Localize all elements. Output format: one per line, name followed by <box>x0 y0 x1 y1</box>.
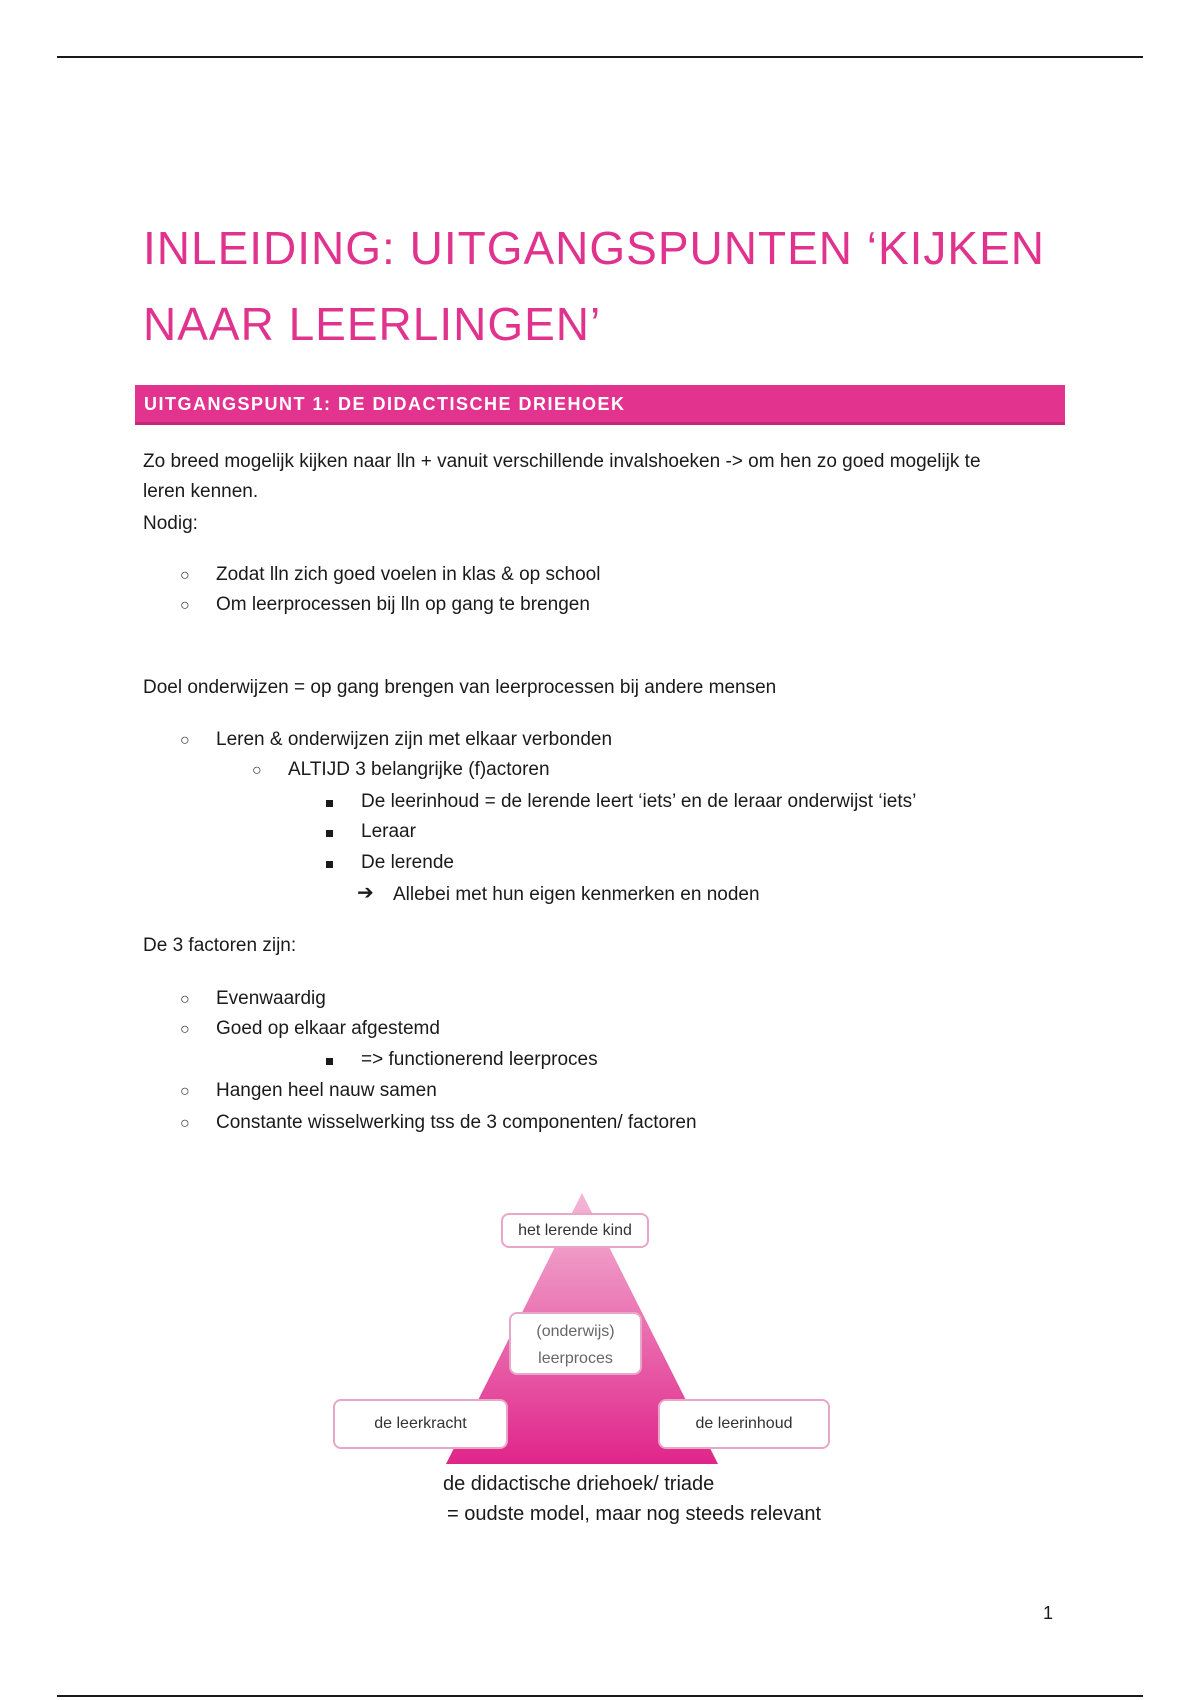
center-node-box <box>509 1312 642 1375</box>
list-item: Hangen heel nauw samen <box>216 1080 437 1101</box>
intro-line-2: leren kennen. <box>143 481 259 502</box>
bullet-circle: ○ <box>180 1115 190 1132</box>
list-item: Leraar <box>361 821 416 842</box>
bullet-circle: ○ <box>180 567 190 584</box>
list-item: ALTIJD 3 belangrijke (f)actoren <box>288 759 550 780</box>
arrow-right-icon: ➔ <box>357 882 374 904</box>
bullet-circle: ○ <box>180 991 190 1008</box>
list-item: De lerende <box>361 852 454 873</box>
list-item: Zodat lln zich goed voelen in klas & op school <box>216 564 601 585</box>
intro-line-1: Zo breed mogelijk kijken naar lln + vanuit verschillende invalshoeken -> om hen zo goed mogelijk te <box>143 451 981 472</box>
bullet-circle: ○ <box>180 597 190 614</box>
bullet-circle: ○ <box>180 732 190 749</box>
footer-rule <box>57 1695 1143 1697</box>
list-item: Om leerprocessen bij lln op gang te brengen <box>216 594 590 615</box>
right-node-box <box>658 1399 830 1449</box>
top-node-box <box>501 1213 649 1248</box>
page-title-line-1: INLEIDING: UITGANGSPUNTEN ‘KIJKEN <box>143 222 1046 274</box>
doel-text: Doel onderwijzen = op gang brengen van leerprocessen bij andere mensen <box>143 677 777 698</box>
left-node-box <box>333 1399 508 1449</box>
diagram-caption-line-2: = oudste model, maar nog steeds relevant <box>447 1503 822 1525</box>
bullet-square <box>326 800 333 807</box>
list-item: => functionerend leerproces <box>361 1049 598 1070</box>
right-node-label: de leerinhoud <box>695 1415 793 1432</box>
arrow-text: Allebei met hun eigen kenmerken en noden <box>393 884 760 905</box>
center-node-line-2: leerproces <box>538 1350 613 1367</box>
top-node-label: het lerende kind <box>518 1222 632 1239</box>
left-node-label: de leerkracht <box>374 1415 467 1432</box>
list-item: Evenwaardig <box>216 988 326 1009</box>
bullet-circle: ○ <box>252 762 262 779</box>
list-item: Goed op elkaar afgestemd <box>216 1018 440 1039</box>
bullet-square <box>326 861 333 868</box>
list-item: Leren & onderwijzen zijn met elkaar verbonden <box>216 729 613 750</box>
bullet-circle: ○ <box>180 1083 190 1100</box>
center-node-line-1: (onderwijs) <box>536 1323 615 1340</box>
bullet-square <box>326 830 333 837</box>
factoren-intro: De 3 factoren zijn: <box>143 935 297 956</box>
page-title-line-2: NAAR LEERLINGEN’ <box>143 298 602 350</box>
nodig-label: Nodig: <box>143 513 198 534</box>
list-item: Constante wisselwerking tss de 3 componenten/ factoren <box>216 1112 697 1133</box>
list-item: De leerinhoud = de lerende leert ‘iets’ en de leraar onderwijst ‘iets’ <box>361 791 917 812</box>
diagram-caption-line-1: de didactische driehoek/ triade <box>443 1473 715 1495</box>
bullet-square <box>326 1058 333 1065</box>
page-number: 1 <box>1043 1603 1054 1623</box>
bullet-circle: ○ <box>180 1021 190 1038</box>
didactic-triangle-diagram <box>330 1190 830 1470</box>
section-heading: UITGANGSPUNT 1: DE DIDACTISCHE DRIEHOEK <box>135 385 1065 425</box>
header-rule <box>57 56 1143 58</box>
page-title <box>143 210 1123 362</box>
